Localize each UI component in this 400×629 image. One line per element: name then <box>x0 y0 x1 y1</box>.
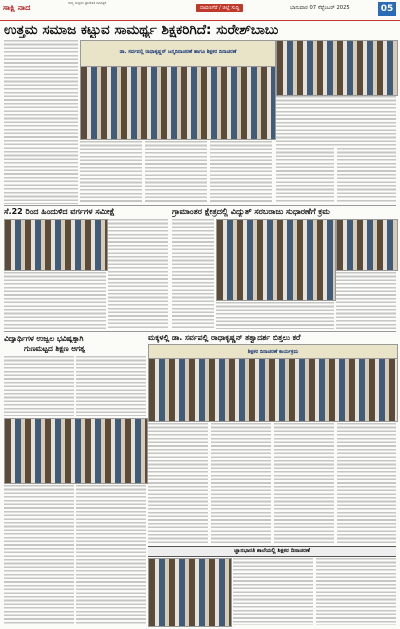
story3-photo <box>216 219 336 301</box>
lead-column-1 <box>4 40 78 190</box>
story4-banner-text: ಶಿಕ್ಷಕರ ದಿನಾಚರಣೆ ಕಾರ್ಯಕ್ರಮ <box>247 349 299 355</box>
story4-column-1 <box>148 423 208 543</box>
story3-column-2 <box>216 302 334 329</box>
lead-banner-text: ಡಾ. ಸರ್ವಪಲ್ಲಿ ರಾಧಾಕೃಷ್ಣನ್ ಜನ್ಮದಿನಾಚರಣೆ ಹಾಗೂ ಶಿಕ್ಷಕರ ದಿನಾಚರಣೆ <box>119 49 237 55</box>
box-column-2 <box>316 558 396 625</box>
story2-column-2 <box>4 272 106 329</box>
story3-headline: ಗ್ರಾಮಾಂತರ ಕ್ಷೇತ್ರದಲ್ಲಿ ವಿದ್ಯುತ್ ಸರಬರಾಜು ಸುಧಾರಣೆಗೆ ಕ್ರಮ <box>172 207 330 216</box>
issue-date: ಭಾನುವಾರ 07 ಸೆಪ್ಟೆಂಬರ್ 2025 <box>290 5 350 11</box>
story5-headline-line2: ಗುಣಮಟ್ಟದ ಶಿಕ್ಷಣ ಅಗತ್ಯ <box>24 344 85 353</box>
story3-column-3 <box>336 272 396 329</box>
story4-column-2 <box>211 423 271 543</box>
story3-column-1 <box>172 219 214 329</box>
page-number: 05 <box>378 2 396 16</box>
story5-column-3 <box>4 485 74 625</box>
story5-headline-line1: ವಿದ್ಯಾರ್ಥಿಗಳ ಉಜ್ವಲ ಭವಿಷ್ಯಕ್ಕಾಗಿ <box>4 334 84 343</box>
section-label: ದಾವಣಗೆರೆ / ಜಿಲ್ಲೆ ಸುದ್ದಿ <box>196 4 243 12</box>
lead-column-2 <box>80 141 142 203</box>
story5-photo <box>4 418 148 484</box>
box-heading: ಜ್ಞಾನಭಾರತಿ ಶಾಲೆಯಲ್ಲಿ ಶಿಕ್ಷಕರ ದಿನಾಚರಣೆ <box>148 546 396 557</box>
lead-column-3 <box>145 141 207 203</box>
story4-headline: ಮಕ್ಕಳಲ್ಲಿ ಡಾ. ಸರ್ವಪಲ್ಲಿ ರಾಧಾಕೃಷ್ಣನ್ ತತ್ವಾದರ್ಶ ಬಿತ್ತಲು ಕರೆ <box>148 333 301 342</box>
story2-column-1 <box>108 219 168 329</box>
box-column-1 <box>233 558 313 625</box>
story3-photo-secondary <box>336 219 398 271</box>
lead-column-4 <box>210 141 272 203</box>
divider <box>4 205 396 206</box>
box-photo <box>148 558 232 627</box>
newspaper-name: ಸಾಕ್ಷಿ ನಾದ <box>3 2 31 12</box>
divider <box>4 331 396 332</box>
lead-photo-secondary <box>276 40 398 96</box>
lead-photo-banner <box>80 40 276 68</box>
story4-column-3 <box>274 423 334 543</box>
lead-column-right <box>276 96 396 146</box>
lead-photo <box>80 66 276 140</box>
story2-headline: ಸೆ.22 ರಿಂದ ಹಿಂದುಳಿದ ವರ್ಗಗಳ ಸಮೀಕ್ಷೆ <box>4 207 115 216</box>
story4-column-4 <box>337 423 396 543</box>
story4-photo <box>148 358 398 422</box>
masthead-tagline: ರಾಜ್ಯ ಸುದ್ದಿಗಳ ಪ್ರಾದೇಶಿಕ ದಿನಪತ್ರಿಕೆ <box>68 1 107 5</box>
lead-column-5 <box>276 148 334 203</box>
story2-photo <box>4 219 108 271</box>
story5-column-4 <box>76 485 146 625</box>
lead-column-6 <box>337 148 396 203</box>
story5-column-1 <box>4 356 74 416</box>
lead-column-1b <box>4 192 78 204</box>
lead-headline: ಉತ್ತಮ ಸಮಾಜ ಕಟ್ಟುವ ಸಾಮರ್ಥ್ಯ ಶಿಕ್ಷಕರಿಗಿದೆ: ಸುರೇಶ್‌ಬಾಬು <box>4 22 279 38</box>
story5-column-2 <box>76 356 146 416</box>
